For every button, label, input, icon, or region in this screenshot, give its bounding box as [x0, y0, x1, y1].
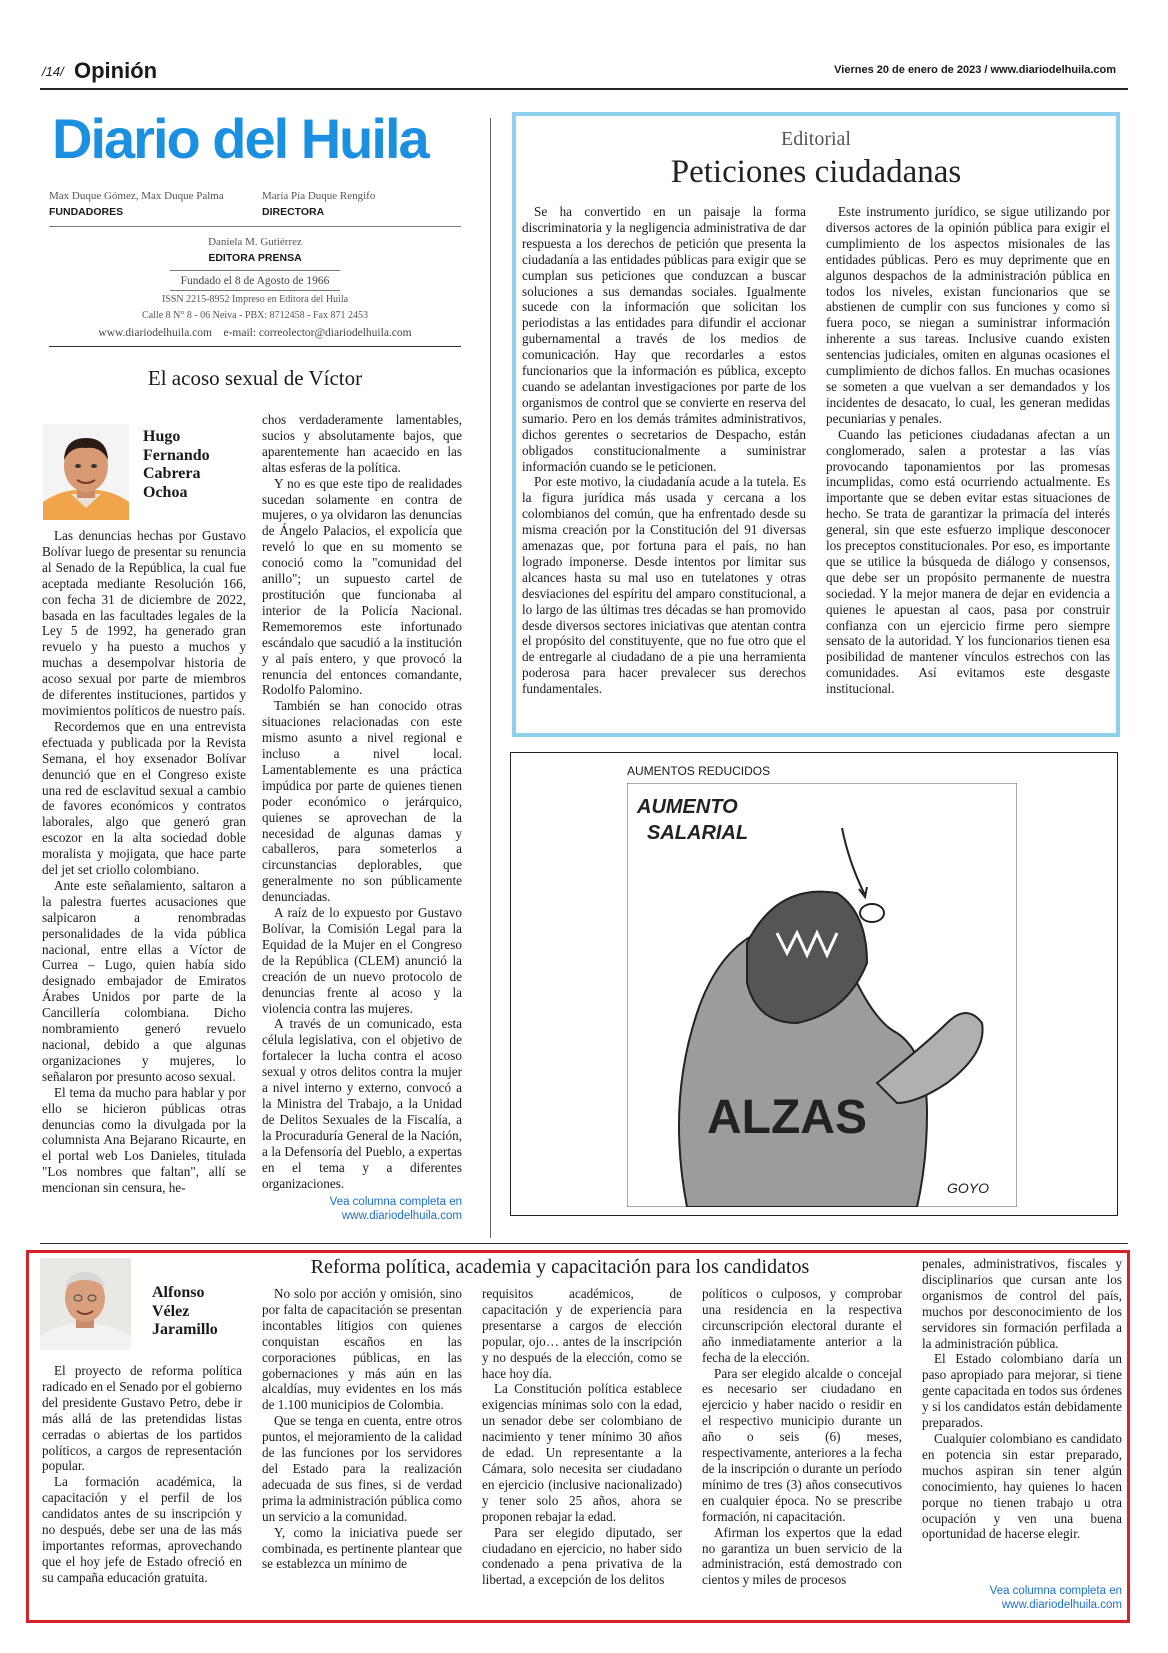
masthead-logo: Diario del Huila	[52, 107, 428, 170]
column2-col3: requisitos académicos, de capacitación y de experiencia para presentarse a cargos de elección popular, ojo… antes de la inscripción y no después de la elección, como se hace hoy día. La Constitución política establece exigencias mínimas solo con la edad, un senador debe ser colombiano de nacimiento y tener mínimo 30 años de edad. Un representante a la Cámara, solo necesita ser ciudadano en ejercicio (inclusive nacionalizado) y tener solo 25 años, ahora se proponen rebajar la edad. Para ser elegido diputado, ser ciudadano en ejercicio, no haber sido condenado a pena privativa de la libertad, a excepción de los delitos	[482, 1286, 682, 1588]
founders-names: Max Duque Gómez, Max Duque Palma	[49, 190, 224, 202]
editorial-col2: Este instrumento jurídico, se sigue utilizando por diversos actores de la opinión pública para exigir el cumplimiento de los aspectos misionales de las entidades públicas. Pero es muy deprimente que en algunos despachos de la administración pública en todos los niveles, existan funcionarios que se abstienen de cumplir con sus funciones y como si fuera poco, se niegan a suministrar información inherente a sus tareas. Inclusive cuando existen sentencias judiciales, omiten en algunas ocasiones el cumplimiento de dichos fallos. En muchas ocasiones se someten a que vuelvan a ser demandados y los incidentes de desacato, lo cual, les generan medidas pecuniarias y penales. Cuando las peticiones ciudadanas afectan a un conglomerado, salen a protestar a las vías provocando taponamientos por las promesas incumplidas, como está ocurriendo actualmente. Es importante que se deben evitar estas situaciones de hecho. Se trata de garantizar la primacía del interés general, sin que este esfuerzo implique desconocer los preceptos constitucionales. Por eso, es importante que se utilice la búsqueda de diálogo y consensos, que debe ser un propósito permanente de nuestra sociedad. Y la mejor manera de dejar en evidencia a quienes le apuestan al caos, pasa por construir confianza con un ejercicio firme pero siempre sensato de la autoridad. Y los funcionarios tienen esa posibilidad de mantener vínculos estrechos con las comunidades. Así evitamos este desgaste institucional.	[826, 204, 1110, 697]
author1-name: Hugo Fernando Cabrera Ochoa	[143, 428, 210, 501]
column2-title: Reforma política, academia y capacitación para los candidatos	[310, 1256, 810, 1278]
author2-photo	[40, 1258, 131, 1350]
director-name: María Pía Duque Rengifo	[262, 190, 376, 202]
editorial-kicker: Editorial	[781, 128, 851, 150]
column2-col2: No solo por acción y omisión, sino por falta de capacitación se presentan incontables litigios con quienes conquistan escaños en las corporaciones públicas, en las gobernaciones y más aún en las alcaldías, muy evidentes en los más de 1.100 municipios de Colombia. Que se tenga en cuenta, entre otros puntos, el mejoramiento de la calidad de las funciones por los servidores del Estado para la realización adecuada de sus fines, si de verdad prima la administración pública como un servicio a la comunidad. Y, como la iniciativa puede ser combinada, es pertinente plantear que se establezca un mínimo de	[262, 1286, 462, 1572]
cartoon-speech-1: AUMENTO	[637, 796, 738, 818]
column2-col1: El proyecto de reforma política radicado en el Senado por el gobierno del presidente Gustavo Petro, debe ir más allá de las pretendidas listas cerradas o abiertas de los partidos políticos, a cargos de representación popular. La formación académica, la capacitación y el perfil de los candidatos antes de su inscripción y no después, debe ser una de las más importantes reformas, aprovechando que el hoy jefe de Estado ofreció en su campaña educación gratuita.	[42, 1363, 242, 1585]
cartoon-speech-2: SALARIAL	[647, 822, 749, 844]
editor-name: Daniela M. Gutiérrez	[208, 236, 302, 248]
cartoon-frame	[510, 752, 1118, 1216]
author2-name: Alfonso Vélez Jaramillo	[152, 1284, 218, 1338]
editorial-col1: Se ha convertido en un paisaje la forma discriminatoria y la negligencia administrativa de dar respuesta a los derechos de petición que presenta la ciudadanía a las entidades públicas para exigir que se cumplan sus peticiones que conduzcan a buscar soluciones a sus demandas sociales. Igualmente sucede con la información que solicitan los periodistas a las entidades para difundir el accionar gubernamental a través de los medios de comunicación. Hay que recordarles a estos funcionarios que la información es pública, excepto cuando se adelantan investigaciones por parte de los organismos de control que se convierte en reserva del sumario. Pero en los demás trámites administrativos, dichos gerentes o secretarios de Despacho, están obligados constitucionalmente a suministrar información cuando se le peticionen. Por este motivo, la ciudadanía acude a la tutela. Es la figura jurídica más usada y cercana a los colombianos del común, que ha enfrentado desde su misma creación por la Constitución del 91 diversas amenazas que, por fortuna para el país, no han logrado imponerse. Desde intentos por limitar sus alcances hasta su mal uso en tutelatones y otras desviaciones del espíritu del amparo constitucional, a lo largo de las últimas tres décadas se han promovido desde diversos sectores iniciativas que atentan contra el propósito del constituyente, que no fue otro que el de entregarle al ciudadano de a pie una herramienta poderosa para hacer prevalecer sus derechos fundamentales.	[522, 204, 806, 697]
cartoon-drawing	[627, 783, 1017, 1207]
address: Calle 8 N° 8 - 06 Neiva - PBX: 8712458 - Fax 871 2453	[142, 310, 368, 321]
issn: ISSN 2215-8952 Impreso en Editora del Huila	[161, 294, 349, 305]
page-number: /14/	[42, 64, 64, 79]
founded-date: Fundado el 8 de Agosto de 1966	[180, 275, 330, 287]
author1-photo	[43, 424, 129, 520]
editor-label: EDITORA PRENSA	[208, 252, 302, 264]
editorial-title: Peticiones ciudadanas	[670, 154, 962, 190]
cartoon-belly-text: ALZAS	[707, 1091, 867, 1144]
column2-col5: penales, administrativos, fiscales y disciplinarios que cursan ante los organismos de control del país, muchos por desconocimiento de los servidores sin formación perfilada a la administración pública. El Estado colombiano daría un paso apropiado para mejorar, si tiene gente capacitada en todos sus órdenes y si los candidatos están debidamente preparados. Cualquier colombiano es candidato en potencia sin estar preparado, muchos aspiran sin tener algún conocimiento, hay quienes lo hacen porque no tienen trabajo u otra ocupación y ven una buena oportunidad de hacerse elegir.	[922, 1256, 1122, 1542]
date-and-site: Viernes 20 de enero de 2023 / www.diariodelhuila.com	[834, 64, 1116, 76]
director-label: DIRECTORA	[262, 206, 325, 218]
column1-title: El acoso sexual de Víctor	[147, 366, 363, 390]
column1-left-text: Las denuncias hechas por Gustavo Bolívar luego de presentar su renuncia al Senado de la República, la cual fue aceptada mediante Resolución 166, con fecha 31 de diciembre de 2022, basada en las facultades legales de la Ley 5 de 1992, ha generado gran revuelo y ha puesto a muchos y muchas a desempolvar historia de acoso sexual por parte de miembros de diferentes instituciones, partidos y movimientos políticos de nuestro país. Recordemos que en una entrevista efectuada y publicada por la Revista Semana, el hoy exsenador Bolívar denunció que en el Congreso existe una red de esclavitud sexual a cambio de favores económicos y contratos laborales, algo que generó gran escozor en la alta sociedad doble moralista y mojigata, que hace parte del jet set criollo colombiano. Ante este señalamiento, saltaron a la palestra fuertes acusaciones que salpicaron a renombradas personalidades de la vida pública nacional, entre ellas a Víctor de Currea – Lugo, quien había sido designado embajador de Emiratos Árabes Unidos por parte de la Cancillería colombiana. Dicho nombramiento generó revuelo nacional, debido a que algunas organizaciones y mujeres, lo señalaron por presunto acoso sexual. El tema da mucho para hablar y por ello se hicieron públicas otras denuncias como la divulgada por la columnista Ana Bejarano Ricaurte, en el portal web Los Danieles, titulada "Los nombres que faltan", allí se mencionan sin censura, he-	[42, 528, 246, 1196]
column1-read-more[interactable]: Vea columna completa en www.diariodelhuila.com	[329, 1196, 462, 1222]
column1-right-text: chos verdaderamente lamentables, sucios y absolutamente bajos, que aparentemente han acaecido en las altas esferas de la política. Y no es que este tipo de realidades sucedan solamente en contra de mujeres, o ya olvidaron las denuncias de Ángelo Palacios, el expolicía que reveló lo que en su momento se conoció como la "comunidad del anillo"; un supuesto cartel de prostitución que funcionaba al interior de la Policía Nacional. Rememoremos este infortunado escándalo que sacudió a la institución y al país entero, y que provocó la renuncia del entonces comandante, Rodolfo Palomino. También se han conocido otras situaciones relacionadas con este mismo asunto a nivel regional e incluso a nivel local. Lamentablemente es una práctica impúdica por parte de quienes tienen poder económico o jerárquico, quienes se aprovechan de la necesidad de algunas damas y caballeros, para someterlos a circunstancias deplorables, que generalmente no son públicamente denunciadas. A raíz de lo expuesto por Gustavo Bolívar, la Comisión Legal para la Equidad de la Mujer en el Congreso de la República (CLEM) anunció la creación de un nuevo protocolo de denuncias frente al acoso y la violencia contra las mujeres. A través de un comunicado, esta célula legislativa, con el objetivo de fortalecer la lucha contra el acoso sexual y otros delitos contra la mujer a nivel interno y externo, convocó a la Ministra del Trabajo, a la Unidad de Delitos Sexuales de la Fiscalía, a la Procuraduría General de la Nación, a la Defensoría del Pueblo, a expertas en el tema y a diferentes organizaciones.	[262, 412, 462, 1191]
founders-label: FUNDADORES	[49, 206, 124, 218]
cartoon-signature: GOYO	[947, 1180, 990, 1196]
cartoon-caption: AUMENTOS REDUCIDOS	[627, 764, 771, 778]
section-title: Opinión	[74, 58, 158, 83]
web-email: www.diariodelhuila.com e-mail: correolector@diariodelhuila.com	[98, 327, 412, 339]
column2-read-more[interactable]: Vea columna completa en www.diariodelhuila.com	[989, 1585, 1122, 1611]
column2-col4: políticos o culposos, y comprobar una residencia en la respectiva circunscripción electoral durante el año inmediatamente anterior a la fecha de la elección. Para ser elegido alcalde o concejal es necesario ser ciudadano en ejercicio y haber nacido o residir en el respectivo municipio durante un año o seis (6) meses, respectivamente, anteriores a la fecha de la inscripción o durante un período mínimo de tres (3) años consecutivos en cualquier época. No se prescribe formación, ni capacitación. Afirman los expertos que la edad no garantiza un buen servicio de la administración, está demostrado con cientos y miles de procesos	[702, 1286, 902, 1588]
